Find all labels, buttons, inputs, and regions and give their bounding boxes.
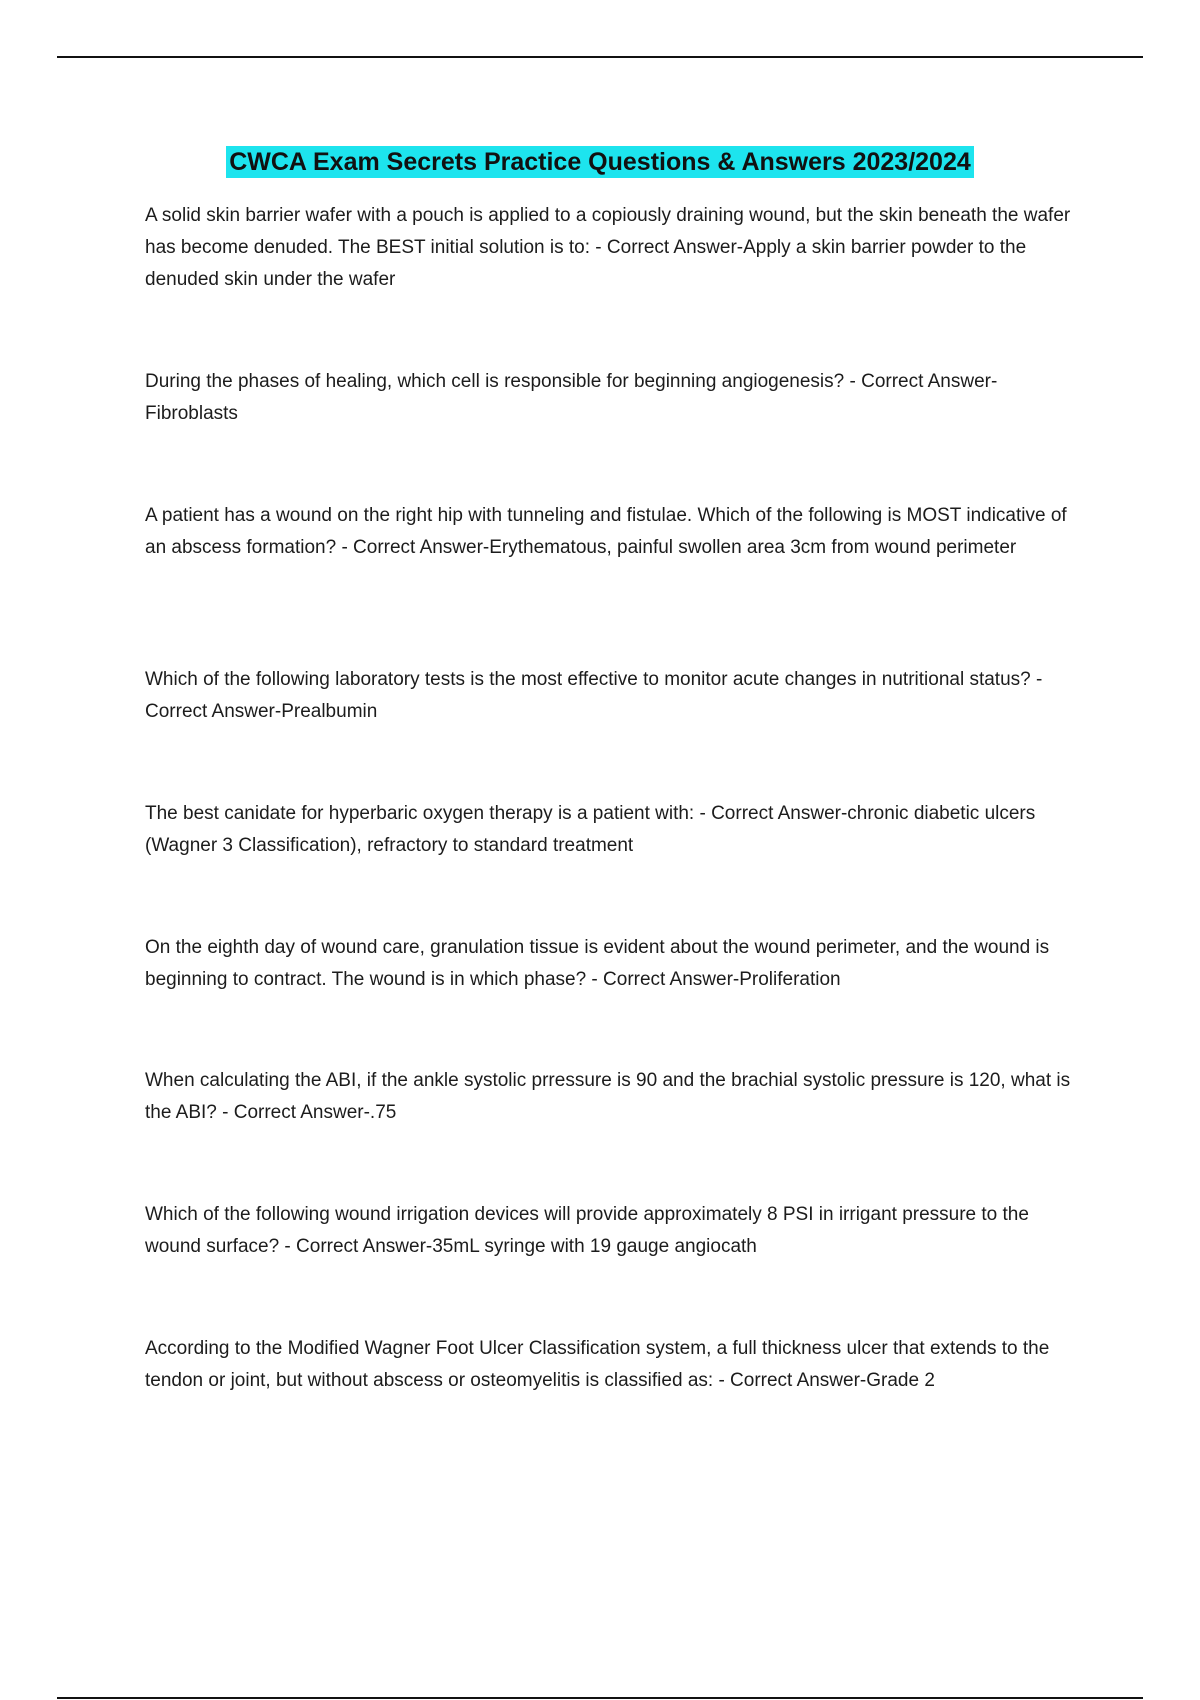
qa-item-8: Which of the following wound irrigation devices will provide approximately 8 PSI in irrigant pressure to the wound surface? - Correct Answer-35mL syringe with 19 gauge angiocath [145,1204,1029,1257]
qa-item-3: A patient has a wound on the right hip with tunneling and fistulae. Which of the following is MOST indicative of an abscess formation? - Correct Answer-Erythematous, painful swollen area 3cm from wound perimeter [145,505,1067,558]
page-top-rule [57,56,1143,58]
qa-item-6: On the eighth day of wound care, granulation tissue is evident about the wound perimeter, and the wound is beginning to contract. The wound is in which phase? - Correct Answer-Proliferation [145,937,1050,990]
document-title: CWCA Exam Secrets Practice Questions & Answers 2023/2024 [226,146,974,178]
qa-item-4: Which of the following laboratory tests is the most effective to monitor acute changes in nutritional status? - Correct Answer-Prealbumin [145,669,1043,722]
qa-item-2: During the phases of healing, which cell is responsible for beginning angiogenesis? - Correct Answer-Fibroblasts [145,371,998,424]
qa-item-9: According to the Modified Wagner Foot Ulcer Classification system, a full thickness ulcer that extends to the tendon or joint, but without abscess or osteomyelitis is classified as: - Correct Answer-Grade 2 [145,1338,1050,1391]
qa-item-7: When calculating the ABI, if the ankle systolic prressure is 90 and the brachial systolic pressure is 120, what is the ABI? - Correct Answer-.75 [145,1070,1071,1123]
qa-item-5: The best canidate for hyperbaric oxygen therapy is a patient with: - Correct Answer-chronic diabetic ulcers (Wagner 3 Classification), refractory to standard treatment [145,803,1036,856]
qa-item-1: A solid skin barrier wafer with a pouch is applied to a copiously draining wound, but the skin beneath the wafer has become denuded. The BEST initial solution is to: - Correct Answer-Apply a skin barrier powder to the denuded skin under the wafer [145,205,1071,290]
page-bottom-rule [57,1697,1143,1699]
title-container [0,146,1200,178]
